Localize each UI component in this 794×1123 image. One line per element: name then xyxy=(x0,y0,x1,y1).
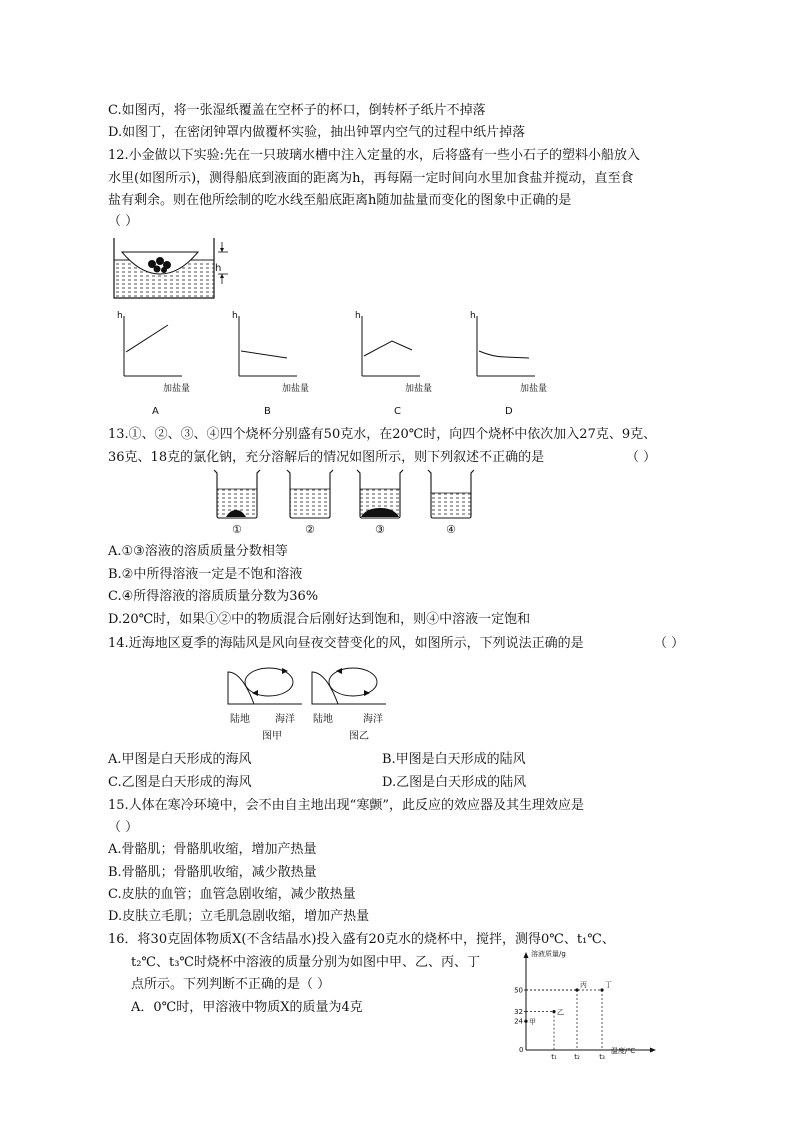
q14-option-c: C.乙图是白天形成的海风 xyxy=(108,775,252,790)
q16-stem-2: t₂℃、t₃℃时烧杯中溶液的质量分别为如图中甲、乙、丙、丁 xyxy=(131,955,480,970)
q14-option-d: D.乙图是白天形成的陆风 xyxy=(382,775,527,790)
q15-option-a: A.骨骼肌；骨骼肌收缩，增加产热量 xyxy=(108,842,317,857)
q14-stem: 14.近海地区夏季的海陆风是风向昼夜交替变化的风，如图所示，下列说法正确的是 xyxy=(108,636,584,651)
point-label-4: 丁 xyxy=(605,981,612,989)
caption-yi: 图乙 xyxy=(349,731,369,742)
graph-a-x-label: 加盐量 xyxy=(163,384,191,394)
graph-b-letter: B xyxy=(264,406,271,417)
graph-c-letter: C xyxy=(394,406,401,417)
graph-a-letter: A xyxy=(152,406,159,417)
data-point-4 xyxy=(600,988,603,991)
jia-land-label: 陆地 xyxy=(230,714,250,725)
q15-option-d: D.皮肤立毛肌；立毛肌急剧收缩，增加产热量 xyxy=(108,909,370,924)
q13-option-a: A.①③溶液的溶质质量分数相等 xyxy=(108,544,288,559)
graph-b-x-label: 加盐量 xyxy=(282,384,310,394)
graph-d xyxy=(475,316,535,378)
tank-h-label: h xyxy=(215,263,222,274)
graph-c-y-label: h xyxy=(355,311,361,321)
graph-b xyxy=(237,316,297,378)
beaker-4-label: ④ xyxy=(446,523,456,536)
beaker-1 xyxy=(214,470,260,518)
q12-stem-2: 水里(如图所示)，测得船底到液面的距离为h，再每隔一定时间向水里加食盐并搅动，直至食 xyxy=(108,171,634,186)
y-axis-arrow xyxy=(524,952,529,958)
point-label-1: 甲 xyxy=(529,1018,536,1027)
q14-option-b: B.甲图是白天形成的陆风 xyxy=(382,752,526,767)
graph-a xyxy=(122,316,182,378)
q14-answer-paren: （ ） xyxy=(654,636,685,651)
q12-stem-3: 盐有剩余。则在他所绘制的吃水线至船底距离h随加盐量而变化的图象中正确的是 xyxy=(108,193,572,208)
q13-answer-paren: （ ） xyxy=(626,450,657,465)
y-tick-label-32: 32 xyxy=(514,1008,523,1017)
caption-jia: 图甲 xyxy=(262,731,282,742)
tank-boat-figure xyxy=(110,238,230,302)
solution-mass-chart xyxy=(510,950,660,1062)
q15-answer-paren: （ ） xyxy=(108,820,139,835)
q15-option-b: B.骨骼肌；骨骼肌收缩，减少散热量 xyxy=(108,865,317,880)
beaker-3-label: ③ xyxy=(375,523,385,536)
beaker-1-label: ① xyxy=(232,523,242,536)
sea-land-breeze-figure xyxy=(224,660,394,706)
beakers-figure xyxy=(210,468,480,520)
chart-origin-label: 0 xyxy=(519,1046,524,1054)
graph-c xyxy=(360,316,420,378)
q16-stem-1: 16．将30克固体物质X(不含结晶水)投入盛有20克水的烧杯中，搅拌，测得0℃、t₁℃、 xyxy=(108,932,615,947)
figure-jia xyxy=(228,668,302,704)
graph-d-letter: D xyxy=(505,406,513,417)
q12-stem-1: 12.小金做以下实验:先在一只玻璃水槽中注入定量的水，后将盛有一些小石子的塑料小船放入 xyxy=(108,148,641,163)
beaker-3 xyxy=(357,470,403,518)
q16-option-a: A．0℃时，甲溶液中物质X的质量为4克 xyxy=(131,1000,363,1015)
beaker-4 xyxy=(428,470,474,518)
q15-stem: 15.人体在寒冷环境中，会不由自主地出现“寒颤”，此反应的效应器及其生理效应是 xyxy=(108,798,584,813)
graph-a-y-label: h xyxy=(117,311,123,321)
q16-stem-3: 点所示。下列判断不正确的是（ ） xyxy=(131,977,331,992)
q13-option-d: D.20℃时，如果①②中的物质混合后刚好达到饱和，则④中溶液一定饱和 xyxy=(108,612,531,627)
x-axis-arrow xyxy=(650,1048,656,1053)
figure-yi xyxy=(312,668,386,704)
graph-b-y-label: h xyxy=(232,311,238,321)
graph-d-y-label: h xyxy=(470,311,476,321)
q13-stem-2: 36克、18克的氯化钠，充分溶解后的情况如图所示，则下列叙述不正确的是 xyxy=(108,450,545,465)
chart-y-label: 溶液质量/g xyxy=(531,950,566,958)
jia-sea-label: 海洋 xyxy=(275,714,295,725)
q12-answer-paren: （ ） xyxy=(108,214,139,229)
q11-option-d: D.如图丁，在密闭钟罩内做覆杯实验，抽出钟罩内空气的过程中纸片掉落 xyxy=(108,125,526,140)
graph-d-x-label: 加盐量 xyxy=(520,384,548,394)
yi-sea-label: 海洋 xyxy=(363,714,383,725)
y-tick-label-50: 50 xyxy=(514,986,523,995)
graph-c-x-label: 加盐量 xyxy=(405,384,433,394)
point-label-2: 乙 xyxy=(557,1008,564,1017)
x-tick-label-2: t₂ xyxy=(574,1053,580,1061)
q13-option-c: C.④所得溶液的溶质质量分数为36% xyxy=(108,589,319,604)
q13-option-b: B.②中所得溶液一定是不饱和溶液 xyxy=(108,567,303,582)
x-tick-label-3: t₃ xyxy=(599,1053,605,1061)
data-point-1 xyxy=(524,1020,527,1023)
beaker-2-label: ② xyxy=(305,523,315,536)
q14-option-a: A.甲图是白天形成的海风 xyxy=(108,752,252,767)
q11-option-c: C.如图丙，将一张湿纸覆盖在空杯子的杯口，倒转杯子纸片不掉落 xyxy=(108,103,486,118)
chart-x-label: 温度/℃ xyxy=(611,1047,636,1055)
y-tick-label-24: 24 xyxy=(514,1017,523,1026)
x-tick-label-1: t₁ xyxy=(551,1053,557,1061)
data-point-2 xyxy=(552,1010,555,1013)
yi-land-label: 陆地 xyxy=(313,714,333,725)
q13-stem-1: 13.①、②、③、④四个烧杯分别盛有50克水，在20℃时，向四个烧杯中依次加入27克、9克、 xyxy=(108,427,657,442)
point-label-3: 丙 xyxy=(580,981,587,989)
q15-option-c: C.皮肤的血管；血管急剧收缩，减少散热量 xyxy=(108,887,356,902)
beaker-2 xyxy=(287,470,333,518)
